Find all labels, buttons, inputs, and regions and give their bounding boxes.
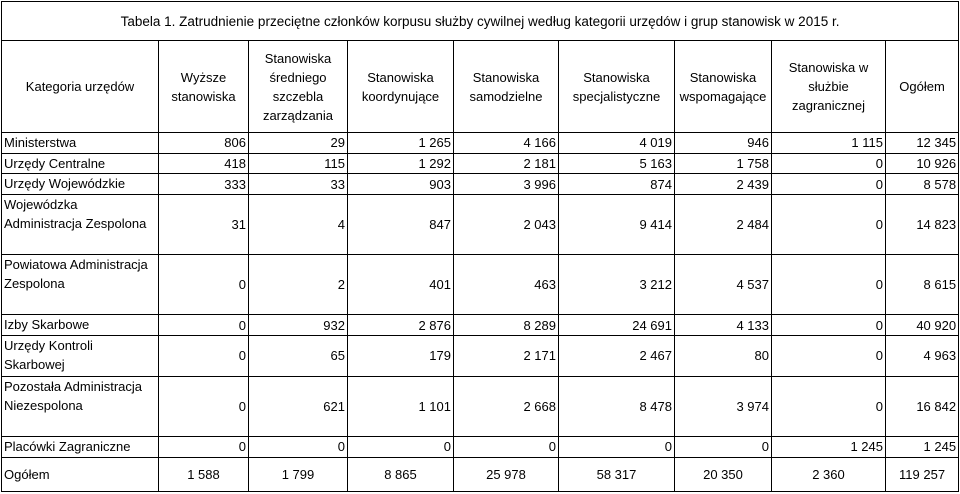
- cell-value: 2 171: [454, 336, 559, 376]
- header-senior-positions: Wyższe stanowiska: [159, 41, 249, 132]
- cell-total: 16 842: [886, 376, 959, 436]
- total-label: Ogółem: [2, 457, 159, 491]
- cell-value: 4 537: [675, 255, 772, 315]
- cell-value: 932: [249, 315, 348, 336]
- cell-value: 0: [772, 315, 886, 336]
- table-row: [2, 315, 959, 336]
- total-value: 25 978: [454, 457, 559, 491]
- cell-value: 0: [159, 315, 249, 336]
- cell-value: 3 212: [559, 255, 675, 315]
- header-support: Stanowiska wspomagające: [675, 41, 772, 132]
- table-row: [2, 195, 959, 255]
- cell-value: 2 467: [559, 336, 675, 376]
- cell-value: 24 691: [559, 315, 675, 336]
- table-row: [2, 376, 959, 436]
- cell-value: 0: [772, 255, 886, 315]
- cell-value: 0: [454, 436, 559, 457]
- row-label: Ministerstwa: [2, 132, 159, 153]
- total-value: 2 360: [772, 457, 886, 491]
- cell-value: 115: [249, 153, 348, 174]
- cell-total: 10 926: [886, 153, 959, 174]
- cell-value: 80: [675, 336, 772, 376]
- row-label: Pozostała Administracja Niezespolona: [2, 376, 159, 436]
- cell-value: 847: [348, 195, 454, 255]
- table-row: [2, 153, 959, 174]
- header-specialist: Stanowiska specjalistyczne: [559, 41, 675, 132]
- cell-value: 946: [675, 132, 772, 153]
- cell-value: 2 181: [454, 153, 559, 174]
- cell-value: 0: [249, 436, 348, 457]
- table-caption: Tabela 1. Zatrudnienie przeciętne członków korpusu służby cywilnej według kategorii urzędów i grup stanowisk w 2015 r.: [2, 2, 959, 41]
- cell-value: 4 019: [559, 132, 675, 153]
- cell-value: 1 758: [675, 153, 772, 174]
- cell-value: 179: [348, 336, 454, 376]
- cell-value: 0: [159, 255, 249, 315]
- cell-value: 9 414: [559, 195, 675, 255]
- cell-value: 903: [348, 174, 454, 195]
- cell-total: 1 245: [886, 436, 959, 457]
- cell-value: 0: [772, 174, 886, 195]
- cell-total: 14 823: [886, 195, 959, 255]
- cell-value: 3 996: [454, 174, 559, 195]
- cell-value: 8 289: [454, 315, 559, 336]
- row-label: Urzędy Centralne: [2, 153, 159, 174]
- header-independent: Stanowiska samodzielne: [454, 41, 559, 132]
- cell-value: 0: [559, 436, 675, 457]
- row-label: Urzędy Kontroli Skarbowej: [2, 336, 159, 376]
- cell-value: 1 292: [348, 153, 454, 174]
- cell-total: 12 345: [886, 132, 959, 153]
- cell-value: 333: [159, 174, 249, 195]
- cell-value: 2 668: [454, 376, 559, 436]
- total-value: 20 350: [675, 457, 772, 491]
- row-label: Izby Skarbowe: [2, 315, 159, 336]
- cell-value: 0: [159, 436, 249, 457]
- cell-value: 806: [159, 132, 249, 153]
- cell-value: 31: [159, 195, 249, 255]
- header-row: [2, 41, 959, 132]
- cell-value: 621: [249, 376, 348, 436]
- cell-value: 0: [772, 376, 886, 436]
- table-row: [2, 436, 959, 457]
- cell-value: 401: [348, 255, 454, 315]
- cell-value: 1 101: [348, 376, 454, 436]
- cell-value: 2 439: [675, 174, 772, 195]
- cell-total: 8 578: [886, 174, 959, 195]
- cell-value: 4 166: [454, 132, 559, 153]
- cell-value: 2 043: [454, 195, 559, 255]
- table-row: [2, 255, 959, 315]
- cell-value: 33: [249, 174, 348, 195]
- cell-value: 1 265: [348, 132, 454, 153]
- header-foreign-service: Stanowiska w służbie zagranicznej: [772, 41, 886, 132]
- cell-value: 29: [249, 132, 348, 153]
- total-row: [2, 457, 959, 491]
- cell-total: 40 920: [886, 315, 959, 336]
- cell-value: 3 974: [675, 376, 772, 436]
- table-row: [2, 174, 959, 195]
- cell-total: 4 963: [886, 336, 959, 376]
- row-label: Powiatowa Administracja Zespolona: [2, 255, 159, 315]
- cell-value: 0: [159, 376, 249, 436]
- cell-value: 2 484: [675, 195, 772, 255]
- cell-value: 0: [772, 336, 886, 376]
- cell-value: 0: [772, 195, 886, 255]
- cell-value: 5 163: [559, 153, 675, 174]
- total-value: 1 799: [249, 457, 348, 491]
- cell-value: 1 245: [772, 436, 886, 457]
- grand-total: 119 257: [886, 457, 959, 491]
- cell-value: 65: [249, 336, 348, 376]
- header-coordinating: Stanowiska koordynujące: [348, 41, 454, 132]
- cell-value: 874: [559, 174, 675, 195]
- cell-value: 0: [772, 153, 886, 174]
- cell-value: 2 876: [348, 315, 454, 336]
- cell-value: 0: [675, 436, 772, 457]
- row-label: Wojewódzka Administracja Zespolona: [2, 195, 159, 255]
- employment-table: [1, 1, 959, 492]
- header-total: Ogółem: [886, 41, 959, 132]
- header-category: Kategoria urzędów: [2, 41, 159, 132]
- cell-value: 2: [249, 255, 348, 315]
- table-row: [2, 132, 959, 153]
- cell-value: 418: [159, 153, 249, 174]
- total-value: 1 588: [159, 457, 249, 491]
- cell-value: 8 478: [559, 376, 675, 436]
- cell-value: 0: [348, 436, 454, 457]
- total-value: 8 865: [348, 457, 454, 491]
- row-label: Urzędy Wojewódzkie: [2, 174, 159, 195]
- header-middle-management: Stanowiska średniego szczebla zarządzania: [249, 41, 348, 132]
- row-label: Placówki Zagraniczne: [2, 436, 159, 457]
- total-value: 58 317: [559, 457, 675, 491]
- cell-value: 4 133: [675, 315, 772, 336]
- cell-value: 4: [249, 195, 348, 255]
- cell-value: 463: [454, 255, 559, 315]
- cell-value: 1 115: [772, 132, 886, 153]
- cell-value: 0: [159, 336, 249, 376]
- cell-total: 8 615: [886, 255, 959, 315]
- table-row: [2, 336, 959, 376]
